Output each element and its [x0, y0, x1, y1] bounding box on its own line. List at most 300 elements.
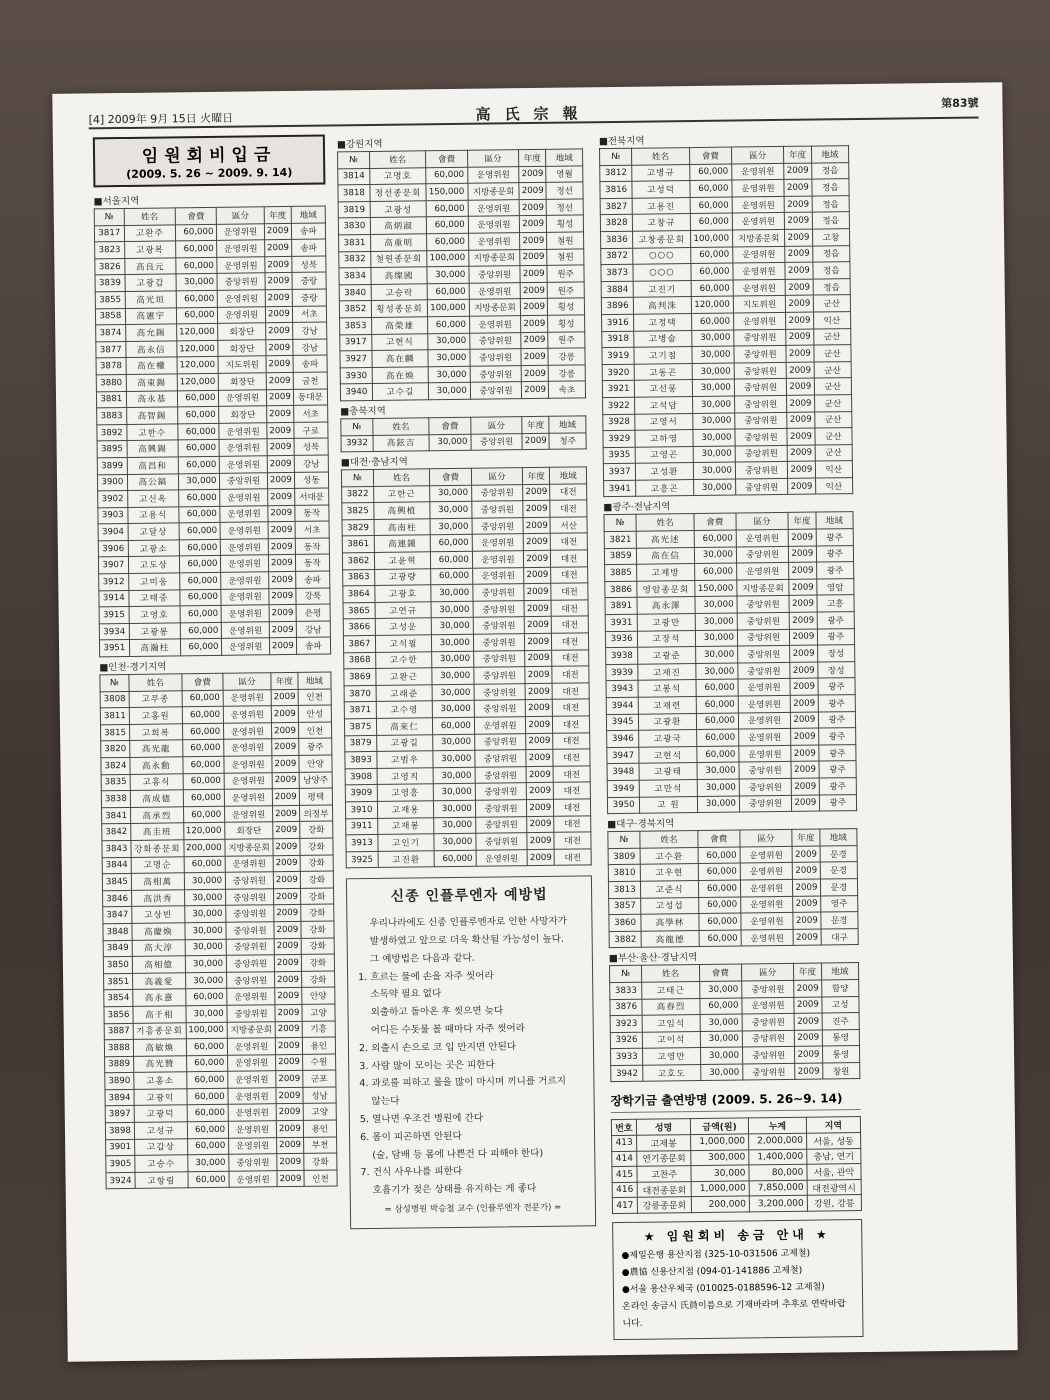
member-year: 2009	[791, 778, 819, 795]
member-name: 高在煥	[372, 366, 429, 383]
column-header: 地域	[811, 146, 849, 163]
member-no: 3893	[345, 752, 377, 769]
member-year: 2009	[276, 1120, 303, 1137]
column-header: 區分	[740, 830, 792, 847]
member-division: 중앙위원	[471, 433, 523, 450]
member-year: 2009	[269, 588, 296, 605]
member-name: 고석담	[635, 396, 692, 413]
member-no: 3823	[95, 242, 125, 259]
member-year: 2009	[527, 783, 554, 800]
member-division: 중앙위원	[735, 478, 787, 495]
notice-line: ●제일은행 용산지점 (325-10-031506 고제철)	[621, 1248, 811, 1262]
flu-line: 그 예방법은 다음과 같다.	[369, 952, 475, 965]
column-header: 姓名	[124, 208, 175, 225]
member-no: 3822	[342, 486, 374, 503]
member-fee: 30,000	[434, 833, 476, 850]
member-name: 고병규	[632, 164, 689, 181]
column-header: №	[94, 208, 124, 225]
member-name: 고 원	[640, 796, 697, 813]
member-region: 광주	[818, 728, 856, 745]
member-year: 2009	[788, 529, 816, 546]
member-division: 운영위원	[228, 1054, 276, 1071]
member-region: 강릉	[548, 365, 585, 382]
member-no: 3860	[609, 914, 642, 931]
member-no: 3814	[338, 168, 370, 185]
member-region: 영월	[546, 165, 583, 182]
member-name: 기흥종문회	[133, 1022, 186, 1039]
member-region: 성동	[294, 472, 328, 489]
member-no: 3906	[98, 540, 128, 557]
member-year: 2009	[527, 849, 554, 866]
member-fee: 60,000	[178, 440, 220, 457]
member-division: 운영위원	[739, 729, 791, 746]
member-name: 고광익	[134, 1089, 187, 1106]
member-fee: 60,000	[690, 197, 733, 214]
member-no: 3889	[105, 1056, 134, 1073]
member-region: 용인	[303, 1120, 336, 1137]
member-no: 3939	[606, 664, 639, 681]
member-region: 정읍	[812, 195, 850, 212]
main-period: (2009. 5. 26 ~ 2009. 9. 14)	[126, 165, 293, 181]
member-name: 고신옥	[127, 490, 178, 507]
member-fee: 30,000	[693, 429, 736, 446]
member-division: 중앙위원	[474, 667, 526, 684]
table-row	[609, 928, 858, 948]
member-name: 고수환	[640, 847, 697, 864]
member-region: 정읍	[812, 212, 850, 229]
member-year: 2009	[273, 838, 300, 855]
member-region: 원주	[547, 282, 584, 299]
member-region: 대전	[554, 799, 591, 816]
member-no: 3825	[342, 503, 374, 520]
member-region: 은평	[296, 604, 330, 621]
member-division: 운영위원	[221, 539, 269, 556]
issue-number: 第83號	[941, 96, 979, 110]
column-header: 會費	[694, 513, 737, 530]
member-name: 高永信	[126, 341, 177, 358]
column-header: 姓名	[632, 148, 689, 165]
member-year: 2009	[275, 1021, 302, 1038]
member-year: 2009	[268, 505, 295, 522]
member-fee: 30,000	[432, 684, 474, 701]
member-name: 고영서	[635, 413, 692, 430]
member-no: 3829	[342, 519, 374, 536]
member-division: 중앙위원	[742, 1013, 794, 1030]
column-header: 姓名	[640, 831, 697, 848]
member-no: 3909	[345, 785, 377, 802]
member-year: 2009	[267, 422, 294, 439]
member-no: 3908	[345, 768, 377, 785]
member-region: 서대문	[294, 488, 328, 505]
member-division: 중앙위원	[225, 872, 273, 889]
member-year: 2009	[522, 382, 549, 399]
member-no: 3895	[97, 441, 127, 458]
scholarship-column-header: 성명	[636, 1119, 690, 1135]
member-name: 고광봉	[129, 623, 180, 640]
member-year: 2009	[273, 855, 300, 872]
member-no: 3929	[603, 430, 636, 447]
scholarship-column-header: 번호	[611, 1120, 636, 1136]
member-fee: 60,000	[179, 539, 221, 556]
member-division: 운영위원	[218, 306, 266, 323]
member-division: 운영위원	[228, 1104, 276, 1121]
member-division: 중앙위원	[735, 445, 787, 462]
column-header: 年度	[794, 963, 822, 980]
member-name: 고성섭	[641, 897, 698, 914]
member-division: 중앙위원	[473, 600, 525, 617]
member-no: 3921	[602, 381, 635, 398]
member-no: 3947	[607, 747, 640, 764]
member-no: 3871	[344, 702, 376, 719]
member-no: 3942	[611, 1065, 644, 1082]
member-fee: 30,000	[431, 618, 473, 635]
member-division: 중앙위원	[470, 365, 522, 382]
section-label: ■충북지역	[340, 405, 386, 418]
member-region: 대전	[552, 666, 589, 683]
member-year: 2009	[267, 406, 294, 423]
member-division: 중앙위원	[474, 733, 526, 750]
member-region: 군산	[815, 444, 853, 461]
member-no: 3882	[609, 931, 642, 948]
column-header: 地域	[291, 206, 325, 223]
member-region: 용인	[302, 1037, 335, 1054]
member-fee: 60,000	[698, 880, 741, 897]
member-fee: 30,000	[185, 972, 227, 989]
member-year: 2009	[786, 312, 814, 329]
member-year: 2009	[265, 306, 292, 323]
member-division: 운영위원	[738, 695, 790, 712]
member-region: 대전	[552, 683, 589, 700]
member-region: 강남	[293, 339, 327, 356]
member-fee: 100,000	[690, 230, 733, 247]
member-region: 대전	[552, 633, 589, 650]
notice-body	[621, 1245, 854, 1333]
member-division: 운영위원	[732, 196, 784, 213]
member-region: 대전	[551, 583, 588, 600]
member-fee: 60,000	[180, 589, 222, 606]
member-year: 2009	[266, 372, 293, 389]
member-fee: 30,000	[428, 366, 470, 383]
member-fee: 60,000	[179, 523, 221, 540]
scholarship-column-header: 지역	[806, 1117, 860, 1133]
member-no: 3920	[602, 364, 635, 381]
member-no: 3866	[343, 619, 375, 636]
member-region: 대구	[821, 928, 859, 945]
column-header: 年度	[264, 206, 291, 223]
member-division: 운영위원	[732, 180, 784, 197]
member-name: 高良元	[125, 258, 176, 275]
member-year: 2009	[266, 389, 293, 406]
member-fee: 60,000	[699, 930, 742, 947]
member-region: 성북	[294, 438, 328, 455]
member-region: 평택	[299, 788, 332, 805]
donor-total: 1,400,000	[749, 1149, 807, 1165]
member-region: 광주	[817, 612, 855, 629]
column-header: 區分	[223, 673, 271, 690]
member-region: 광주	[816, 529, 854, 546]
member-year: 2009	[267, 439, 294, 456]
member-region: 통영	[822, 1029, 860, 1046]
member-year: 2009	[789, 612, 817, 629]
member-name: 高相億	[132, 956, 185, 973]
member-name: 高在麟	[372, 350, 429, 367]
member-no: 3828	[600, 215, 633, 232]
table-row	[607, 794, 856, 814]
member-no: 3833	[610, 982, 643, 999]
member-year: 2009	[265, 256, 292, 273]
member-region: 안성	[298, 705, 331, 722]
member-fee: 60,000	[696, 679, 739, 696]
member-division: 회장단	[225, 822, 273, 839]
member-year: 2009	[789, 546, 817, 563]
member-region: 군포	[303, 1070, 336, 1087]
flu-line: 우리나라에도 신종 인플루엔자로 인한 사망자가	[369, 915, 568, 930]
member-name: 고성덕	[632, 181, 689, 198]
column-header: №	[338, 151, 370, 168]
member-no: 3811	[100, 708, 129, 725]
member-fee: 30,000	[697, 762, 740, 779]
member-no: 3872	[601, 248, 634, 265]
member-name: 고광성	[370, 201, 427, 218]
member-no: 3945	[606, 714, 639, 731]
member-fee: 120,000	[177, 323, 219, 340]
member-year: 2009	[274, 954, 301, 971]
member-year: 2009	[787, 428, 815, 445]
member-division: 운영위원	[742, 997, 794, 1014]
member-year: 2009	[792, 862, 820, 879]
member-name: 고광만	[638, 614, 695, 631]
member-year: 2009	[521, 348, 548, 365]
member-year: 2009	[521, 315, 548, 332]
member-name: 고장석	[638, 630, 695, 647]
member-fee: 30,000	[692, 379, 735, 396]
member-division: 중앙위원	[470, 382, 522, 399]
member-no: 3870	[344, 685, 376, 702]
member-region: 남양주	[299, 772, 332, 789]
member-year: 2009	[272, 805, 299, 822]
member-region: 문경	[820, 912, 858, 929]
member-year: 2009	[520, 232, 547, 249]
member-name: 高圭班	[131, 823, 184, 840]
member-name: 高永基	[126, 390, 177, 407]
member-fee: 60,000	[690, 247, 733, 264]
member-division: 운영위원	[218, 290, 266, 307]
member-name: 고영흥	[377, 784, 434, 801]
member-no: 3873	[601, 264, 634, 281]
member-year: 2009	[269, 621, 296, 638]
member-division: 중앙위원	[471, 484, 523, 501]
donor-amount: 200,000	[691, 1196, 749, 1212]
member-no: 3832	[339, 251, 371, 268]
member-region: 고창	[812, 229, 850, 246]
member-fee: 30,000	[691, 330, 734, 347]
member-region: 강릉	[548, 348, 585, 365]
member-year: 2009	[264, 223, 291, 240]
member-region: 송파	[291, 239, 325, 256]
member-no: 3821	[604, 531, 637, 548]
column-header: 姓名	[636, 514, 693, 531]
member-division: 운영위원	[222, 605, 270, 622]
member-region: 광주	[818, 744, 856, 761]
member-name: 高敏煥	[133, 1039, 186, 1056]
member-name: 고승수	[135, 1155, 188, 1172]
member-no: 3831	[339, 234, 371, 251]
member-fee: 60,000	[691, 263, 734, 280]
member-fee: 60,000	[178, 456, 220, 473]
member-no: 3892	[97, 424, 127, 441]
members-table	[609, 962, 860, 1082]
column-header: 地域	[550, 467, 587, 484]
donor-no: 415	[612, 1167, 637, 1183]
member-name: 高連鍾	[374, 535, 431, 552]
member-division: 지도위원	[733, 296, 785, 313]
member-name: 고윤혁	[374, 552, 431, 569]
member-division: 중앙위원	[736, 546, 788, 563]
member-year: 2009	[519, 199, 546, 216]
member-name: 고용식	[128, 507, 179, 524]
notice-line: 온라인 송금시 氏員이름으로 기재바라며 추후로 연락바랍니다.	[622, 1299, 846, 1330]
member-year: 2009	[785, 279, 813, 296]
member-year: 2009	[271, 722, 298, 739]
column-header: 會費	[689, 147, 732, 164]
member-no: 3950	[607, 797, 640, 814]
masthead	[88, 97, 978, 130]
member-name: 고명호	[370, 167, 427, 184]
member-name: 高光垣	[125, 291, 176, 308]
section-gwangju	[603, 497, 857, 815]
member-division: 지방종문회	[225, 839, 273, 856]
member-name: 고재봉	[378, 817, 435, 834]
member-division: 운영위원	[227, 988, 275, 1005]
member-region: 강화	[301, 971, 334, 988]
member-no: 3936	[605, 631, 638, 648]
member-name: 고광복	[124, 241, 175, 258]
member-fee: 60,000	[186, 1038, 228, 1055]
member-name: 고봉석	[638, 680, 695, 697]
member-region: 광주	[818, 711, 856, 728]
scholarship-column-header: 금액(원)	[691, 1118, 749, 1134]
flu-line: 2. 외출시 손으로 코 입 만지면 안된다	[358, 1040, 517, 1054]
member-name: 高洪秀	[132, 890, 185, 907]
member-fee: 60,000	[185, 989, 227, 1006]
member-year: 2009	[277, 1137, 304, 1154]
member-division: 중앙위원	[226, 888, 274, 905]
member-year: 2009	[793, 879, 821, 896]
member-fee: 30,000	[429, 434, 471, 451]
member-region: 고흥	[817, 595, 855, 612]
member-name: 高興錫	[127, 440, 178, 457]
member-no: 3884	[601, 281, 634, 298]
member-name: 고광량	[374, 568, 431, 585]
member-fee: 150,000	[426, 183, 468, 200]
member-year: 2009	[521, 299, 548, 316]
member-division: 중앙위원	[226, 938, 274, 955]
newspaper-page	[52, 82, 1017, 1362]
member-year: 2009	[525, 667, 552, 684]
member-no: 3816	[600, 181, 633, 198]
member-region: 대전	[551, 550, 588, 567]
table-row	[106, 1170, 337, 1189]
member-year: 2009	[523, 517, 550, 534]
member-division: 중앙위원	[229, 1154, 277, 1171]
member-fee: 30,000	[428, 349, 470, 366]
member-no: 3948	[607, 764, 640, 781]
member-division: 회장단	[219, 373, 267, 390]
flu-line: 호흡기가 젖은 상태를 유지하는 게 좋다	[372, 1183, 537, 1197]
member-year: 2009	[527, 832, 554, 849]
members-table	[340, 415, 586, 452]
member-division: 운영위원	[733, 246, 785, 263]
member-fee: 30,000	[178, 473, 220, 490]
column-header: 年度	[271, 672, 298, 689]
member-region: 속초	[549, 381, 586, 398]
column-header: 會費	[699, 964, 742, 981]
member-fee: 60,000	[698, 913, 741, 930]
member-name: 고재용	[377, 801, 434, 818]
member-division: 운영위원	[741, 912, 793, 929]
member-region: 영암	[816, 578, 854, 595]
member-division: 운영위원	[738, 679, 790, 696]
member-year: 2009	[277, 1154, 304, 1171]
member-division: 지방종문회	[227, 1021, 275, 1038]
member-division: 중앙위원	[474, 700, 526, 717]
member-region: 대전	[554, 832, 591, 849]
member-no: 3900	[97, 474, 127, 491]
member-no: 3856	[104, 1006, 133, 1023]
member-fee: 30,000	[431, 585, 473, 602]
member-region: 인천	[298, 722, 331, 739]
member-fee: 60,000	[427, 233, 469, 250]
member-year: 2009	[268, 538, 295, 555]
member-region: 군산	[814, 411, 852, 428]
member-division: 중앙위원	[739, 795, 791, 812]
member-name: 고홍원	[129, 707, 182, 724]
member-year: 2009	[789, 579, 817, 596]
member-fee: 60,000	[182, 690, 224, 707]
member-no: 3885	[605, 564, 638, 581]
member-region: 서산	[550, 517, 587, 534]
member-region: 송파	[295, 571, 329, 588]
member-year: 2009	[790, 662, 818, 679]
member-region: 군산	[813, 328, 851, 345]
section-label: ■전북지역	[598, 135, 645, 148]
scholarship-column-header: 누계	[748, 1118, 806, 1134]
member-year: 2009	[521, 332, 548, 349]
member-fee: 100,000	[428, 300, 470, 317]
member-no: 3864	[343, 586, 375, 603]
member-region: 정읍	[811, 162, 849, 179]
member-division: 운영위원	[468, 233, 520, 250]
member-no: 3808	[100, 691, 129, 708]
column-header: 區分	[731, 146, 783, 163]
member-region: 금천	[293, 372, 327, 389]
member-name: 高永澤	[637, 597, 694, 614]
section-busan	[609, 947, 861, 1082]
member-region: 대전	[550, 484, 587, 501]
member-region: 영주	[820, 895, 858, 912]
section-label: ■대전·충남지역	[340, 456, 408, 469]
member-fee: 30,000	[692, 396, 735, 413]
member-fee: 60,000	[691, 313, 734, 330]
member-name: 高千相	[133, 1006, 186, 1023]
notice-title: ★ 임원회비 송금 안내 ★	[643, 1227, 831, 1244]
donor-no: 414	[612, 1151, 637, 1167]
member-no: 3911	[346, 818, 378, 835]
donor-name: 고제봉	[637, 1135, 691, 1151]
member-fee: 100,000	[186, 1022, 228, 1039]
column-header: 區分	[736, 513, 788, 530]
column-header: 會費	[175, 207, 217, 224]
